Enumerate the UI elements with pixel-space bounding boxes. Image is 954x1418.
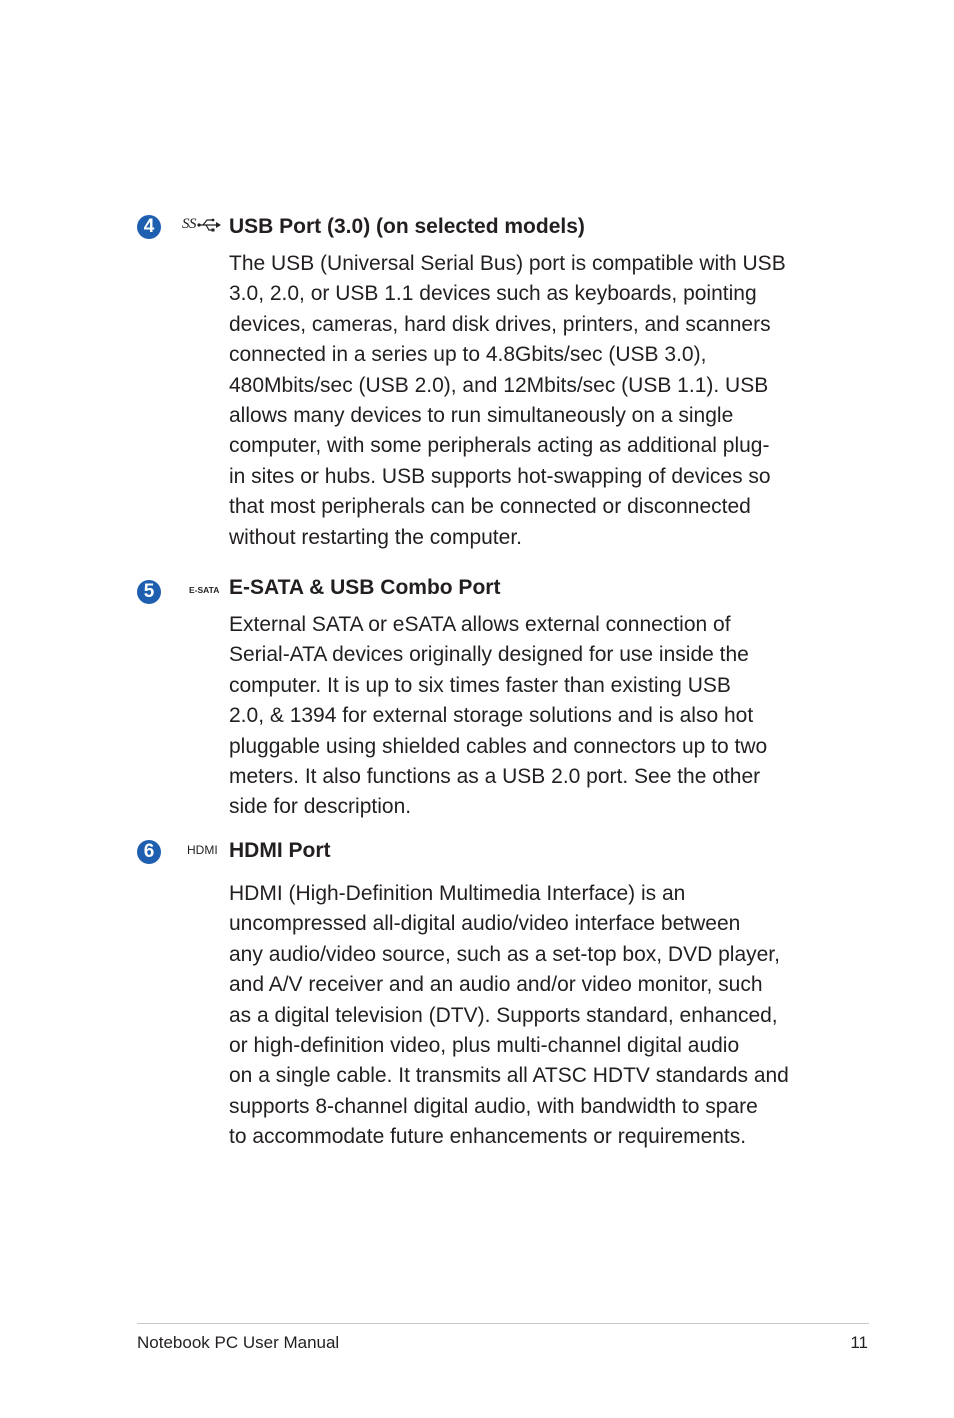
item-number-badge: 6: [137, 840, 161, 864]
text-line: The USB (Universal Serial Bus) port is compatible with USB: [229, 252, 786, 275]
text-line: meters. It also functions as a USB 2.0 port. See the other: [229, 765, 761, 789]
item-number-badge: 5: [137, 580, 161, 604]
footer-title: Notebook PC User Manual: [137, 1333, 340, 1352]
text-line: HDMI (High-Definition Multimedia Interface) is an: [229, 882, 686, 905]
item-number-badge: 4: [137, 215, 161, 239]
text-line: 2.0, & 1394 for external storage solutions and is also hot: [229, 704, 754, 728]
text-line: pluggable using shielded cables and connectors up to two: [229, 734, 768, 758]
text-line: that most peripherals can be connected or disconnected: [229, 495, 751, 519]
text-line: 3.0, 2.0, or USB 1.1 devices such as keyboards, pointing: [229, 282, 757, 306]
text-line: side for description.: [229, 795, 412, 819]
text-line: any audio/video source, such as a set-top box, DVD player,: [229, 942, 780, 966]
esata-icon: E-SATA: [189, 585, 220, 595]
section-heading: USB Port (3.0) (on selected models): [229, 215, 585, 238]
text-line: and A/V receiver and an audio and/or video monitor, such: [229, 973, 763, 997]
text-line: to accommodate future enhancements or requirements.: [229, 1125, 747, 1149]
text-line: devices, cameras, hard disk drives, printers, and scanners: [229, 312, 771, 336]
text-line: on a single cable. It transmits all ATSC HDTV standards and: [229, 1064, 789, 1088]
text-line: External SATA or eSATA allows external connection of: [229, 613, 731, 636]
text-line: computer, with some peripherals acting as additional plug-: [229, 434, 770, 458]
text-line: allows many devices to run simultaneously on a single: [229, 404, 734, 428]
text-line: or high-definition video, plus multi-channel digital audio: [229, 1034, 740, 1058]
text-line: computer. It is up to six times faster than existing USB: [229, 673, 731, 697]
text-line: as a digital television (DTV). Supports standard, enhanced,: [229, 1003, 778, 1027]
footer-divider: [137, 1323, 869, 1324]
section-body: [229, 610, 829, 823]
hdmi-icon: HDMI: [187, 843, 218, 857]
text-line: Serial-ATA devices originally designed for use inside the: [229, 643, 749, 667]
page-number: 11: [850, 1333, 868, 1352]
section-heading: E-SATA & USB Combo Port: [229, 576, 501, 599]
section-heading: HDMI Port: [229, 839, 331, 862]
usb-trident-icon: [197, 218, 221, 232]
section-body: [229, 879, 829, 1153]
text-line: supports 8-channel digital audio, with bandwidth to spare: [229, 1094, 758, 1118]
text-line: uncompressed all-digital audio/video interface between: [229, 912, 741, 936]
text-line: in sites or hubs. USB supports hot-swapping of devices so: [229, 464, 771, 488]
text-line: without restarting the computer.: [229, 525, 522, 549]
text-line: connected in a series up to 4.8Gbits/sec (USB 3.0),: [229, 343, 707, 367]
usb-superspeed-icon: [182, 216, 221, 233]
section-body: [229, 249, 829, 553]
usb-superspeed-icon-label: SS: [182, 216, 196, 232]
text-line: 480Mbits/sec (USB 2.0), and 12Mbits/sec (USB 1.1). USB: [229, 373, 769, 397]
